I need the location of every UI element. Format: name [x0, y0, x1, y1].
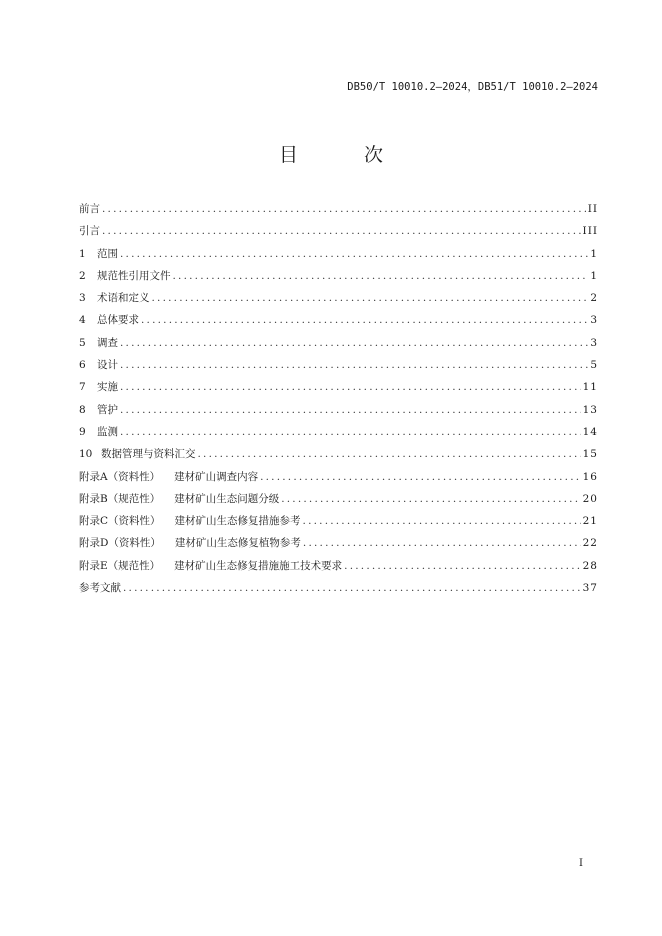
toc-entry-page: 22	[582, 537, 598, 550]
toc-entry-title	[79, 309, 139, 331]
toc-entry-title	[79, 287, 150, 309]
toc-entry-title	[79, 555, 342, 577]
toc-entry-title	[79, 332, 118, 354]
toc-entry[interactable]	[79, 309, 598, 331]
toc-entry-title	[79, 532, 301, 554]
toc-dot-leader	[173, 265, 589, 287]
footer-page-number: I	[579, 858, 583, 869]
toc-entry-page: 2	[590, 292, 598, 305]
toc-entry-subtitle: 建材矿山生态修复植物参考	[174, 537, 301, 550]
toc-entry-label: 范围	[97, 247, 118, 260]
toc-dot-leader	[120, 354, 588, 376]
toc-entry-label: 附录A（资料性）	[79, 470, 161, 483]
toc-dot-leader	[120, 332, 588, 354]
toc-dot-leader	[344, 555, 580, 577]
toc-dot-leader	[303, 510, 581, 532]
toc-entry-title	[79, 577, 121, 599]
toc-entry-title	[79, 510, 301, 532]
toc-dot-leader	[120, 399, 581, 421]
toc-entry-number: 9	[79, 425, 86, 438]
toc-entry-page: 5	[590, 359, 598, 372]
toc-entry-title	[79, 488, 279, 510]
toc-entry[interactable]	[79, 488, 598, 510]
toc-entry-page: 15	[582, 448, 598, 461]
toc-entry[interactable]	[79, 198, 598, 220]
toc-entry[interactable]	[79, 243, 598, 265]
toc-entry-label: 实施	[97, 381, 118, 394]
toc-entry[interactable]	[79, 532, 598, 554]
toc-entry[interactable]	[79, 220, 598, 242]
toc-entry-page: 14	[582, 425, 598, 438]
toc-dot-leader	[102, 220, 581, 242]
toc-entry-number: 6	[79, 359, 86, 372]
toc-entry-number: 4	[79, 314, 86, 327]
toc-entry-label: 附录C（资料性）	[79, 515, 161, 528]
toc-entry-page: II	[587, 203, 598, 215]
toc-entry-page: 21	[582, 515, 598, 528]
toc-entry-page: III	[582, 225, 598, 238]
toc-entry-title	[79, 376, 118, 398]
toc-dot-leader	[198, 443, 581, 465]
toc-entry-title	[79, 421, 118, 443]
toc-entry-page: 16	[582, 470, 598, 483]
toc-entry-subtitle: 建材矿山生态修复措施参考	[174, 515, 301, 528]
toc-entry-number: 3	[79, 292, 86, 305]
toc-entry-page: 20	[582, 492, 598, 505]
table-of-contents	[79, 198, 598, 599]
toc-entry-title	[79, 243, 118, 265]
toc-entry-page: 1	[590, 269, 598, 282]
toc-entry-label: 数据管理与资料汇交	[101, 448, 196, 461]
toc-dot-leader	[260, 466, 581, 488]
toc-entry[interactable]	[79, 287, 598, 309]
toc-entry-label: 引言	[79, 225, 100, 238]
toc-entry[interactable]	[79, 510, 598, 532]
toc-entry[interactable]	[79, 466, 598, 488]
toc-entry[interactable]	[79, 354, 598, 376]
toc-entry-label: 管护	[97, 403, 118, 416]
toc-entry-label: 术语和定义	[97, 292, 150, 305]
toc-entry-page: 3	[590, 314, 598, 327]
toc-entry-page: 13	[582, 403, 598, 416]
toc-entry-label: 参考文献	[79, 582, 121, 595]
toc-entry[interactable]	[79, 376, 598, 398]
toc-entry[interactable]	[79, 577, 598, 599]
toc-entry-title	[79, 265, 171, 287]
toc-entry-number: 7	[79, 381, 86, 394]
toc-entry-title	[79, 220, 100, 242]
toc-dot-leader	[120, 421, 581, 443]
toc-dot-leader	[152, 287, 589, 309]
toc-dot-leader	[102, 198, 586, 220]
toc-entry-title	[79, 466, 258, 488]
toc-entry-number: 5	[79, 336, 86, 349]
toc-entry-label: 总体要求	[97, 314, 139, 327]
toc-entry-label: 调查	[97, 336, 118, 349]
toc-dot-leader	[120, 243, 588, 265]
toc-entry[interactable]	[79, 399, 598, 421]
toc-entry[interactable]	[79, 265, 598, 287]
toc-entry-label: 前言	[79, 203, 100, 215]
toc-entry-label: 监测	[97, 425, 118, 438]
toc-entry-page: 1	[590, 247, 598, 260]
toc-dot-leader	[123, 577, 581, 599]
toc-entry-title	[79, 198, 100, 220]
toc-entry-number: 2	[79, 269, 86, 282]
toc-entry-subtitle: 建材矿山调查内容	[174, 470, 259, 483]
standard-code: DB50/T 10010.2—2024，DB51/T 10010.2—2024	[347, 81, 598, 93]
toc-entry[interactable]	[79, 443, 598, 465]
toc-entry[interactable]	[79, 421, 598, 443]
toc-entry-label: 规范性引用文件	[97, 269, 171, 282]
toc-entry-subtitle: 建材矿山生态修复措施施工技术要求	[174, 559, 343, 572]
toc-entry-page: 11	[582, 381, 598, 394]
toc-entry-page: 37	[582, 582, 598, 595]
toc-entry-title	[79, 443, 196, 465]
toc-entry[interactable]	[79, 332, 598, 354]
page-title: 目 次	[278, 144, 414, 166]
toc-dot-leader	[303, 532, 581, 554]
toc-dot-leader	[141, 309, 588, 331]
toc-entry-title	[79, 354, 118, 376]
toc-entry-number: 1	[79, 247, 86, 260]
toc-dot-leader	[281, 488, 580, 510]
toc-entry-label: 附录B（规范性）	[79, 492, 161, 505]
toc-entry-page: 3	[590, 336, 598, 349]
toc-entry-title	[79, 399, 118, 421]
toc-entry[interactable]	[79, 555, 598, 577]
toc-entry-label: 附录E（规范性）	[79, 559, 161, 572]
toc-dot-leader	[120, 376, 581, 398]
toc-entry-subtitle: 建材矿山生态问题分级	[174, 492, 280, 505]
toc-entry-label: 附录D（资料性）	[79, 537, 161, 550]
toc-entry-label: 设计	[97, 359, 118, 372]
toc-entry-number: 8	[79, 403, 86, 416]
toc-entry-number: 10	[79, 448, 93, 461]
toc-entry-page: 28	[582, 559, 598, 572]
